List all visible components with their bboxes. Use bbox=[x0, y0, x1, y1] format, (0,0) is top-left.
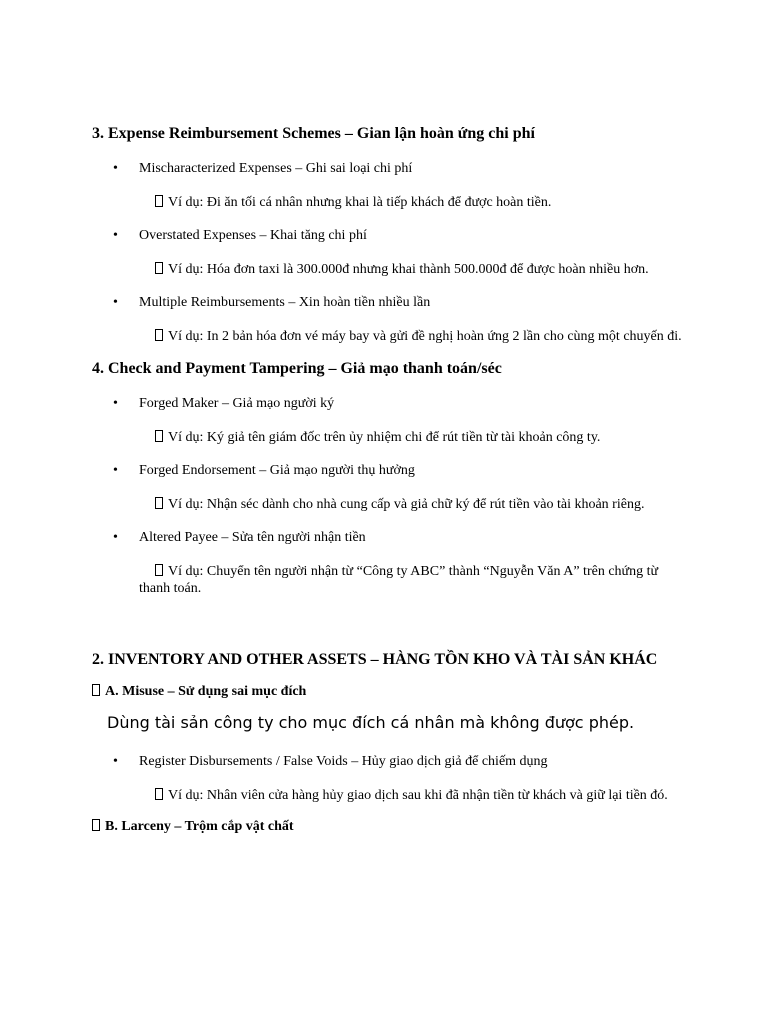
subsection-a-description: Dùng tài sản công ty cho mục đích cá nhân mà không được phép. bbox=[107, 713, 635, 732]
missing-glyph-box-icon bbox=[155, 195, 163, 207]
bullet-dot: • bbox=[113, 228, 118, 243]
bullet-dot: • bbox=[113, 396, 118, 411]
missing-glyph-box-icon bbox=[155, 497, 163, 509]
list-item bbox=[92, 395, 682, 413]
missing-glyph-box-icon bbox=[155, 262, 163, 274]
subsection-b-heading: B. Larceny – Trộm cắp vật chất bbox=[92, 818, 682, 836]
missing-glyph-box-icon bbox=[155, 788, 163, 800]
subsection-a-heading: A. Misuse – Sử dụng sai mục đích bbox=[92, 683, 682, 701]
bullet-dot: • bbox=[113, 161, 118, 176]
missing-glyph-box-icon bbox=[155, 430, 163, 442]
example-text: Ví dụ: Hóa đơn taxi là 300.000đ nhưng khai thành 500.000đ để được hoàn nhiều hơn. bbox=[139, 261, 682, 278]
missing-glyph-box-icon bbox=[92, 684, 100, 696]
list-item-label: Mischaracterized Expenses – Ghi sai loại chi phí bbox=[139, 161, 413, 176]
missing-glyph-box-icon bbox=[92, 819, 100, 831]
example-text: Ví dụ: Đi ăn tối cá nhân nhưng khai là tiếp khách để được hoàn tiền. bbox=[139, 194, 682, 211]
list-item bbox=[92, 294, 682, 312]
bullet-dot: • bbox=[113, 754, 118, 769]
list-item bbox=[92, 529, 682, 547]
example-text: Ví dụ: In 2 bản hóa đơn vé máy bay và gửi đề nghị hoàn ứng 2 lần cho cùng một chuyến đi. bbox=[139, 328, 682, 345]
list-item-label: Register Disbursements / False Voids – Hủy giao dịch giả để chiếm dụng bbox=[139, 754, 548, 769]
list-item bbox=[92, 462, 682, 480]
section-4-heading: 4. Check and Payment Tampering – Giả mạo thanh toán/séc bbox=[92, 360, 502, 377]
list-item-label: Forged Maker – Giả mạo người ký bbox=[139, 396, 335, 411]
example-text: Ví dụ: Chuyển tên người nhận từ “Công ty ABC” thành “Nguyễn Văn A” trên chứng từ thanh toán. bbox=[139, 564, 659, 596]
bullet-dot: • bbox=[113, 463, 118, 478]
list-item bbox=[92, 753, 682, 771]
bullet-dot: • bbox=[113, 530, 118, 545]
list-item-label: Forged Endorsement – Giả mạo người thụ hưởng bbox=[139, 463, 415, 478]
section-3-heading: 3. Expense Reimbursement Schemes – Gian lận hoàn ứng chi phí bbox=[92, 125, 535, 142]
list-item-label: Altered Payee – Sửa tên người nhận tiền bbox=[139, 530, 366, 545]
list-item bbox=[92, 160, 682, 178]
section-2-heading: 2. INVENTORY AND OTHER ASSETS – HÀNG TỒN KHO VÀ TÀI SẢN KHÁC bbox=[92, 651, 658, 668]
missing-glyph-box-icon bbox=[155, 329, 163, 341]
list-item-label: Multiple Reimbursements – Xin hoàn tiền nhiều lần bbox=[139, 295, 431, 310]
missing-glyph-box-icon bbox=[155, 564, 163, 576]
example-text: Ví dụ: Ký giả tên giám đốc trên ủy nhiệm chi để rút tiền từ tài khoản công ty. bbox=[139, 429, 682, 446]
example-text: Ví dụ: Nhân viên cửa hàng hủy giao dịch sau khi đã nhận tiền từ khách và giữ lại tiền đó. bbox=[139, 787, 682, 804]
bullet-dot: • bbox=[113, 295, 118, 310]
list-item-label: Overstated Expenses – Khai tăng chi phí bbox=[139, 228, 367, 243]
document-page bbox=[92, 120, 682, 848]
example-text: Ví dụ: Nhận séc dành cho nhà cung cấp và giả chữ ký để rút tiền vào tài khoản riêng. bbox=[139, 496, 682, 513]
list-item bbox=[92, 227, 682, 245]
